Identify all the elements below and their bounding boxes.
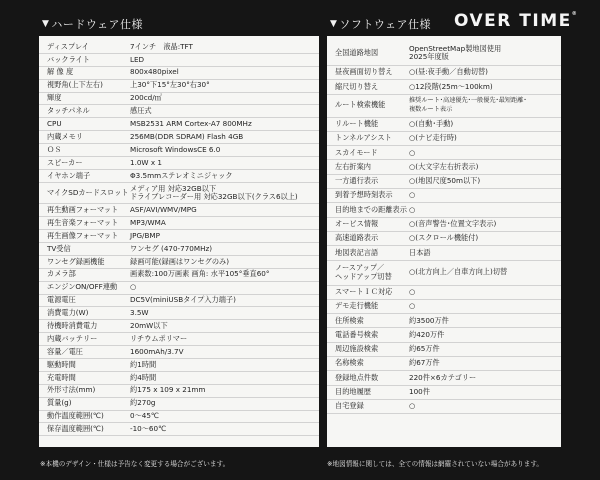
hardware-row-label <box>47 232 130 241</box>
hardware-row-label <box>47 206 130 215</box>
hardware-row-value <box>130 172 233 181</box>
hardware-row-label <box>47 120 130 129</box>
software-row <box>327 146 561 160</box>
hardware-row-value-text: 約1時間 <box>130 359 157 369</box>
software-row-label-text: 目的地履歴 <box>335 387 371 397</box>
software-row <box>327 357 561 371</box>
hardware-row <box>39 80 319 93</box>
hardware-row <box>39 204 319 217</box>
hardware-row-value-text: メディア用 対応32GB以下 <box>130 183 217 193</box>
hardware-row-value <box>130 245 212 254</box>
software-row-label <box>335 374 409 383</box>
hardware-row-label <box>47 335 130 344</box>
software-row-label <box>335 49 409 58</box>
software-row-label <box>335 220 409 229</box>
software-row-value <box>409 302 415 311</box>
hardware-row-value <box>130 81 210 90</box>
hardware-spec-table <box>39 36 319 436</box>
software-row-label-text: 昼夜画面切り替え <box>335 67 393 77</box>
software-section-title <box>330 16 431 32</box>
software-row-label-text: リルート機能 <box>335 118 379 128</box>
software-row-value-text: ○12段階(25m～100km) <box>409 81 493 91</box>
software-row-label <box>335 83 409 92</box>
hardware-row <box>39 93 319 106</box>
hardware-row-value-text: 256MB(DDR SDRAM) Flash 4GB <box>130 131 244 141</box>
hardware-row-value <box>130 219 166 228</box>
hardware-row-label-text: 再生音楽フォーマット <box>47 217 119 227</box>
hardware-row-label-text: 解 像 度 <box>47 67 74 77</box>
hardware-row-label <box>47 245 130 254</box>
software-row-value-text: ○(大文字左右折表示) <box>409 161 479 171</box>
software-row-value-text: 約420万件 <box>409 329 445 339</box>
software-row-label-text: ルート検索機能 <box>335 100 386 110</box>
software-row-value <box>409 345 440 354</box>
software-spec-panel <box>327 36 561 447</box>
hardware-row-label <box>47 94 130 103</box>
software-row <box>327 300 561 314</box>
software-row-value <box>409 206 415 215</box>
software-row-label <box>335 134 409 143</box>
hardware-row-value <box>130 425 166 434</box>
hardware-row-value <box>130 159 162 168</box>
hardware-row <box>39 359 319 372</box>
software-row-value <box>409 268 507 277</box>
hardware-row-label <box>47 309 130 318</box>
hardware-row-value <box>130 120 252 129</box>
hardware-row-label <box>47 412 130 421</box>
hardware-row-value-text: 約175 x 109 x 21mm <box>130 385 206 395</box>
triangle-down-icon: ▼ <box>330 19 338 29</box>
software-row-value-line2: 2025年度版 <box>409 52 449 61</box>
hardware-row-value-text: 約270g <box>130 398 156 408</box>
software-row-label-text: スマートＩＣ対応 <box>335 286 393 296</box>
software-row <box>327 286 561 300</box>
hardware-row-label-text: 待機時消費電力 <box>47 321 98 330</box>
hardware-row-value-text: 約4時間 <box>130 372 157 382</box>
software-row-value-text: ○ <box>409 190 416 200</box>
registered-mark-icon: ® <box>571 11 579 17</box>
hardware-row-label-text: ＯＳ <box>47 144 62 154</box>
hardware-row-value-text: -10～60℃ <box>130 424 167 434</box>
software-row-value <box>409 249 431 258</box>
hardware-row-value-text: MSB2531 ARM Cortex-A7 800MHz <box>130 119 252 129</box>
software-row-value-text: ○(ナビ走行時) <box>409 133 457 143</box>
hardware-row-value <box>130 107 152 116</box>
hardware-row-value-text: 7インチ 液晶:TFT <box>130 41 193 51</box>
hardware-row-value-text: ASF/AVI/WMV/MPG <box>130 204 197 214</box>
software-row-label <box>335 317 409 326</box>
hardware-row-value <box>130 412 159 421</box>
hardware-row-value-line2: ドライブレコーダー用 対応32GB以下(クラス6以上) <box>130 192 298 202</box>
software-row-value <box>409 120 453 129</box>
hardware-row-label <box>47 189 130 198</box>
software-title-text: ソフトウェア仕様 <box>339 18 431 31</box>
software-row <box>327 160 561 174</box>
software-row-value-text: 推奨ルート･高速優先･一般優先･最短距離･ <box>409 97 527 105</box>
software-row-value <box>409 374 476 383</box>
hardware-row <box>39 333 319 346</box>
software-row-value-text: 100件 <box>409 387 430 397</box>
software-row-value-text: 約67万件 <box>409 358 440 368</box>
hardware-row-label <box>47 361 130 370</box>
hardware-row-value-text: 1.0W x 1 <box>130 157 162 167</box>
software-row-label <box>335 120 409 129</box>
hardware-row-label <box>47 283 130 292</box>
software-row-value-text: ○ <box>409 301 416 311</box>
hardware-spec-panel <box>39 36 319 447</box>
hardware-row-value-text: 録画可能(録画はワンセグのみ) <box>130 256 230 266</box>
software-row-value-text: ○(昼:夜手動／自動切替) <box>409 67 488 77</box>
hardware-row <box>39 118 319 131</box>
hardware-row-label <box>47 146 130 155</box>
software-row-label-text: 全国道路地図 <box>335 47 379 57</box>
hardware-row-label <box>47 399 130 408</box>
hardware-row-label-text: 再生動画フォーマット <box>47 204 119 214</box>
hardware-row-value-text: 上30°下15°左30°右30° <box>130 80 210 90</box>
software-row-label <box>335 191 409 200</box>
hardware-row-value-text: 200cd/㎡ <box>130 93 162 103</box>
software-row-value <box>409 388 430 397</box>
hardware-row-label-text: カメラ部 <box>47 269 76 279</box>
hardware-row-value-text: 1600mAh/3.7V <box>130 346 184 356</box>
software-row-value-text: ○ <box>409 401 416 411</box>
hardware-row-label-text: 電源電圧 <box>47 295 76 305</box>
hardware-row <box>39 41 319 54</box>
software-row-value <box>409 359 440 368</box>
hardware-title-text: ハードウェア仕様 <box>51 18 143 31</box>
software-row <box>327 203 561 217</box>
software-row-value <box>409 191 415 200</box>
software-row-label-text: 地図表記言語 <box>335 247 379 257</box>
hardware-row <box>39 144 319 157</box>
software-row-value-text: 220件×6カテゴリー <box>409 372 477 382</box>
software-row-label-text: 目的地までの距離表示 <box>335 204 407 214</box>
hardware-row-label-text: 輝度 <box>47 93 62 103</box>
hardware-row-value <box>130 399 155 408</box>
hardware-row <box>39 295 319 308</box>
software-row <box>327 118 561 132</box>
hardware-row-label-text: 外形寸法(mm) <box>47 385 96 395</box>
software-row-value-text: ○ <box>409 286 416 296</box>
software-row-value <box>409 317 449 326</box>
software-row-label-text: 住所検索 <box>335 315 364 325</box>
software-row <box>327 66 561 80</box>
software-row-value-text: ○ <box>409 147 416 157</box>
software-row-value <box>409 68 488 77</box>
software-row-label <box>335 163 409 172</box>
hardware-row <box>39 183 319 205</box>
software-row <box>327 343 561 357</box>
hardware-row-label-text: スピーカー <box>47 157 83 167</box>
software-row-label <box>335 234 409 243</box>
software-row-value <box>409 45 501 62</box>
hardware-row-value <box>130 283 136 292</box>
hardware-row-value-text: ワンセグ (470-770MHz) <box>130 243 213 253</box>
software-row <box>327 386 561 400</box>
hardware-row <box>39 346 319 359</box>
hardware-row <box>39 398 319 411</box>
hardware-row-label-text: タッチパネル <box>47 106 90 116</box>
hardware-row-label <box>47 81 130 90</box>
hardware-row-label <box>47 322 130 331</box>
hardware-row <box>39 423 319 436</box>
hardware-row <box>39 282 319 295</box>
hardware-row <box>39 269 319 282</box>
brand-logo-text: OVER TIME <box>454 11 572 31</box>
hardware-row <box>39 131 319 144</box>
software-row-value <box>409 288 415 297</box>
hardware-row-label-text: エンジンON/OFF連動 <box>47 282 118 292</box>
hardware-row-value <box>130 348 184 357</box>
hardware-row-label <box>47 159 130 168</box>
hardware-row-value-text: JPG/BMP <box>130 230 160 240</box>
hardware-row-value <box>130 258 229 267</box>
software-row-label-text: 名称検索 <box>335 358 364 368</box>
software-row-label-text: 左右折案内 <box>335 161 371 171</box>
hardware-row-label <box>47 374 130 383</box>
software-row-value-text: ○(北方向上／自車方向上)切替 <box>409 267 508 277</box>
brand-logo <box>454 11 578 31</box>
software-row-label <box>335 402 409 411</box>
software-row <box>327 400 561 414</box>
hardware-row <box>39 411 319 424</box>
software-row-value <box>409 331 444 340</box>
software-row-label-text: 一方通行表示 <box>335 176 379 186</box>
software-row-value <box>409 177 480 186</box>
hardware-row-value-text: LED <box>130 54 145 64</box>
hardware-row-label <box>47 43 130 52</box>
hardware-row-label <box>47 172 130 181</box>
hardware-row-value-text: ○ <box>130 282 137 292</box>
hardware-row-label-text: 内蔵メモリ <box>47 131 83 141</box>
hardware-row-value-text: 感圧式 <box>130 106 152 116</box>
software-row <box>327 261 561 286</box>
software-row-value-text: ○(スクロール機能付) <box>409 233 479 243</box>
hardware-row-label-text: 駆動時間 <box>47 359 76 369</box>
hardware-row <box>39 105 319 118</box>
software-row-label-text: ノースアップ／ <box>335 263 385 273</box>
hardware-row <box>39 67 319 80</box>
hardware-row-label <box>47 386 130 395</box>
hardware-row-value <box>130 185 298 202</box>
hardware-row-value-text: MP3/WMA <box>130 217 166 227</box>
hardware-row <box>39 217 319 230</box>
software-row <box>327 371 561 385</box>
software-row-value-line2: 複数ルート表示 <box>409 105 453 113</box>
software-row-value <box>409 163 478 172</box>
hardware-row-label-text: ワンセグ録画機能 <box>47 256 105 266</box>
hardware-row-value-text: 3.5W <box>130 308 149 318</box>
hardware-row <box>39 170 319 183</box>
hardware-footnote: ※本機のデザイン・仕様は予告なく変更する場合がございます。 <box>40 460 230 468</box>
hardware-row-label <box>47 296 130 305</box>
hardware-row-label <box>47 270 130 279</box>
software-row-value-text: OpenStreetMap製地図使用 <box>409 43 502 53</box>
software-row-label <box>335 345 409 354</box>
software-row-value <box>409 149 415 158</box>
software-row <box>327 218 561 232</box>
hardware-row <box>39 372 319 385</box>
hardware-row-value <box>130 270 269 279</box>
software-row-label-text: 高速道路表示 <box>335 233 379 243</box>
software-footnote: ※地図情報に関しては、全ての情報は網羅されていない場合があります。 <box>327 460 543 468</box>
software-row <box>327 314 561 328</box>
software-row-value <box>409 83 493 92</box>
hardware-row <box>39 243 319 256</box>
hardware-row-label <box>47 348 130 357</box>
hardware-row-label-text: 再生画像フォーマット <box>47 230 119 240</box>
software-row-label <box>335 206 409 215</box>
software-row <box>327 41 561 66</box>
software-row <box>327 175 561 189</box>
software-row-label-text: 周辺施設検索 <box>335 344 379 354</box>
hardware-row-label-text: 視野角(上下左右) <box>47 80 103 90</box>
hardware-row-label <box>47 219 130 228</box>
software-row-label-text: 縮尺切り替え <box>335 81 379 91</box>
software-row-label <box>335 68 409 77</box>
hardware-row-value <box>130 94 162 103</box>
software-spec-table <box>327 36 561 414</box>
software-row <box>327 95 561 118</box>
hardware-row-value <box>130 335 187 344</box>
software-row-label <box>335 177 409 186</box>
software-row-value-text: 約65万件 <box>409 344 440 354</box>
software-row-label-text: 登録地点件数 <box>335 372 379 382</box>
hardware-row-value <box>130 43 193 52</box>
hardware-row-value <box>130 309 149 318</box>
hardware-row-value <box>130 386 205 395</box>
hardware-row-value <box>130 68 179 77</box>
software-row-label-text: 自宅登録 <box>335 401 364 411</box>
software-row <box>327 328 561 342</box>
software-row-value <box>409 97 527 114</box>
hardware-row-label-text: 質量(g) <box>47 398 72 408</box>
software-row-value <box>409 234 478 243</box>
hardware-row-value-text: 0～45℃ <box>130 411 159 421</box>
hardware-row-value-text: DC5V(miniUSBタイプ入力端子) <box>130 295 236 305</box>
software-row-value-text: 約3500万件 <box>409 315 449 325</box>
hardware-row-value <box>130 361 156 370</box>
hardware-row-value-text: 画素数:100万画素 画角: 水平105°垂直60° <box>130 269 270 279</box>
hardware-row-value <box>130 296 236 305</box>
software-row-label-text: トンネルアシスト <box>335 133 392 143</box>
hardware-row-label <box>47 258 130 267</box>
software-row-label-line2: ヘッドアップ切替 <box>335 271 392 281</box>
hardware-row <box>39 157 319 170</box>
hardware-row-label <box>47 107 130 116</box>
software-row-value <box>409 134 457 143</box>
hardware-row-label-text: バックライト <box>47 54 90 64</box>
software-row-label <box>335 288 409 297</box>
software-row <box>327 132 561 146</box>
hardware-row-value <box>130 322 168 331</box>
software-row <box>327 232 561 246</box>
hardware-row <box>39 385 319 398</box>
hardware-row-value <box>130 146 220 155</box>
hardware-row <box>39 307 319 320</box>
hardware-row-label-text: 充電時間 <box>47 372 76 382</box>
software-row-label-text: デモ走行機能 <box>335 301 379 311</box>
hardware-row-value <box>130 206 197 215</box>
software-row-label-text: 到着予想時刻表示 <box>335 190 393 200</box>
hardware-row-label-text: 動作温度範囲(℃) <box>47 411 104 421</box>
software-row-label <box>335 359 409 368</box>
hardware-row-label <box>47 425 130 434</box>
software-row-value-text: ○ <box>409 204 416 214</box>
software-row-label <box>335 101 409 110</box>
software-row <box>327 80 561 94</box>
hardware-row <box>39 230 319 243</box>
hardware-row-label-text: 内蔵バッテリー <box>47 333 98 343</box>
software-row-label-text: 電話番号検索 <box>335 329 379 339</box>
software-row-value-text: ○(自動･手動) <box>409 118 454 128</box>
software-row <box>327 189 561 203</box>
hardware-row-label <box>47 133 130 142</box>
hardware-row <box>39 320 319 333</box>
software-row-label <box>335 331 409 340</box>
hardware-row-label-text: ディスプレイ <box>47 41 89 51</box>
software-row <box>327 246 561 260</box>
hardware-row-value <box>130 133 243 142</box>
hardware-row-value-text: 800x480pixel <box>130 67 179 77</box>
triangle-down-icon: ▼ <box>42 19 50 29</box>
hardware-row <box>39 54 319 67</box>
hardware-row-label-text: 消費電力(W) <box>47 308 89 318</box>
software-row-label-text: オービス情報 <box>335 219 379 229</box>
hardware-row-label-text: 容量／電圧 <box>47 346 83 356</box>
software-row-label-text: スカイモード <box>335 147 378 157</box>
hardware-row-label-text: 保存温度範囲(℃) <box>47 424 104 434</box>
hardware-row-label <box>47 56 130 65</box>
hardware-row-label <box>47 68 130 77</box>
software-row-label <box>335 249 409 258</box>
software-row-label <box>335 388 409 397</box>
hardware-row-value-text: リチウムポリマー <box>130 333 188 343</box>
software-row-value-text: ○(音声警告･位置文字表示) <box>409 219 497 229</box>
hardware-section-title <box>42 16 143 32</box>
software-row-label <box>335 264 409 281</box>
hardware-row-value <box>130 232 160 241</box>
software-row-value-text: 日本語 <box>409 247 431 257</box>
hardware-row-value-text: Microsoft WindowsCE 6.0 <box>130 144 221 154</box>
software-row-value <box>409 220 496 229</box>
software-row-label <box>335 149 409 158</box>
software-row-value <box>409 402 415 411</box>
hardware-row-value-text: Φ3.5mmステレオミニジャック <box>130 170 233 180</box>
hardware-row-value <box>130 374 156 383</box>
hardware-row-label-text: イヤホン端子 <box>47 170 91 180</box>
hardware-row-label-text: CPU <box>47 119 62 129</box>
software-row-value-text: ○(地図尺度50m以下) <box>409 176 481 186</box>
hardware-row-value <box>130 56 144 65</box>
hardware-row <box>39 256 319 269</box>
hardware-row-label-text: TV受信 <box>47 243 71 253</box>
hardware-row-value-text: 20mW以下 <box>130 321 168 330</box>
software-row-label <box>335 302 409 311</box>
hardware-row-label-text: マイクSDカードスロット <box>47 187 129 197</box>
